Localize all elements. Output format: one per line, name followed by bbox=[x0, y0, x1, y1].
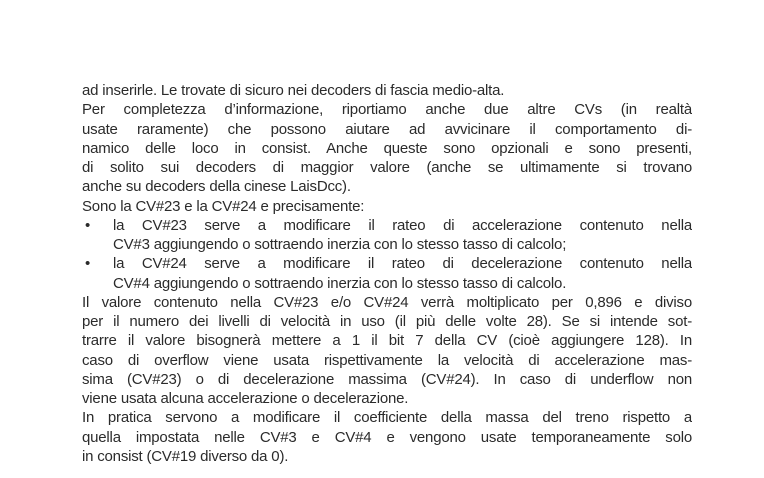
text-line: Sono la CV#23 e la CV#24 e precisamente: bbox=[82, 197, 365, 215]
text-line: anche su decoders della cinese LaisDcc). bbox=[82, 178, 351, 196]
text-line: CV#3 aggiungendo o sottraendo inerzia con lo stesso tasso di calcolo; bbox=[113, 236, 567, 253]
bullet-icon: • bbox=[85, 255, 91, 273]
text-line: caso di overflow viene usata rispettivamente la velocità di accelerazione mas- bbox=[82, 351, 692, 369]
text-line: la CV#23 serve a modificare il rateo di accelerazione contenuto nella bbox=[113, 216, 692, 234]
text-line: trarre il valore bisognerà mettere a 1 il bit 7 della CV (cioè aggiungere 128). In bbox=[82, 332, 692, 350]
bullet-item bbox=[82, 216, 692, 235]
bullet-icon: • bbox=[85, 216, 91, 234]
text-line: di solito sui decoders di maggior valore (anche se ultimamente si trovano bbox=[82, 159, 692, 176]
bullet-item bbox=[82, 254, 692, 273]
text-line: usate raramente) che possono aiutare ad avvicinare il comportamento di- bbox=[82, 120, 692, 138]
text-line: In pratica servono a modificare il coefficiente della massa del treno rispetto a bbox=[82, 409, 692, 427]
text-line: ad inserirle. Le trovate di sicuro nei decoders di fascia medio-alta. bbox=[82, 82, 505, 99]
text-line: Il valore contenuto nella CV#23 e/o CV#24 verrà moltiplicato per 0,896 e diviso bbox=[82, 293, 692, 311]
text-line: Per completezza d’informazione, riportiamo anche due altre CVs (in realtà bbox=[82, 101, 692, 119]
body-text bbox=[82, 81, 692, 466]
text-line: quella impostata nelle CV#3 e CV#4 e vengono usate temporaneamente solo bbox=[82, 428, 692, 446]
text-line: namico delle loco in consist. Anche queste sono opzionali e sono presenti, bbox=[82, 139, 692, 157]
text-line: sima (CV#23) o di decelerazione massima (CV#24). In caso di underflow non bbox=[82, 370, 692, 388]
text-line: la CV#24 serve a modificare il rateo di decelerazione contenuto nella bbox=[113, 255, 692, 273]
text-line: CV#4 aggiungendo o sottraendo inerzia con lo stesso tasso di calcolo. bbox=[113, 274, 567, 292]
text-line: in consist (CV#19 diverso da 0). bbox=[82, 447, 289, 465]
text-line: per il numero dei livelli di velocità in uso (il più delle volte 28). Se si intende sot- bbox=[82, 313, 692, 330]
text-line: viene usata alcuna accelerazione o decelerazione. bbox=[82, 390, 409, 407]
